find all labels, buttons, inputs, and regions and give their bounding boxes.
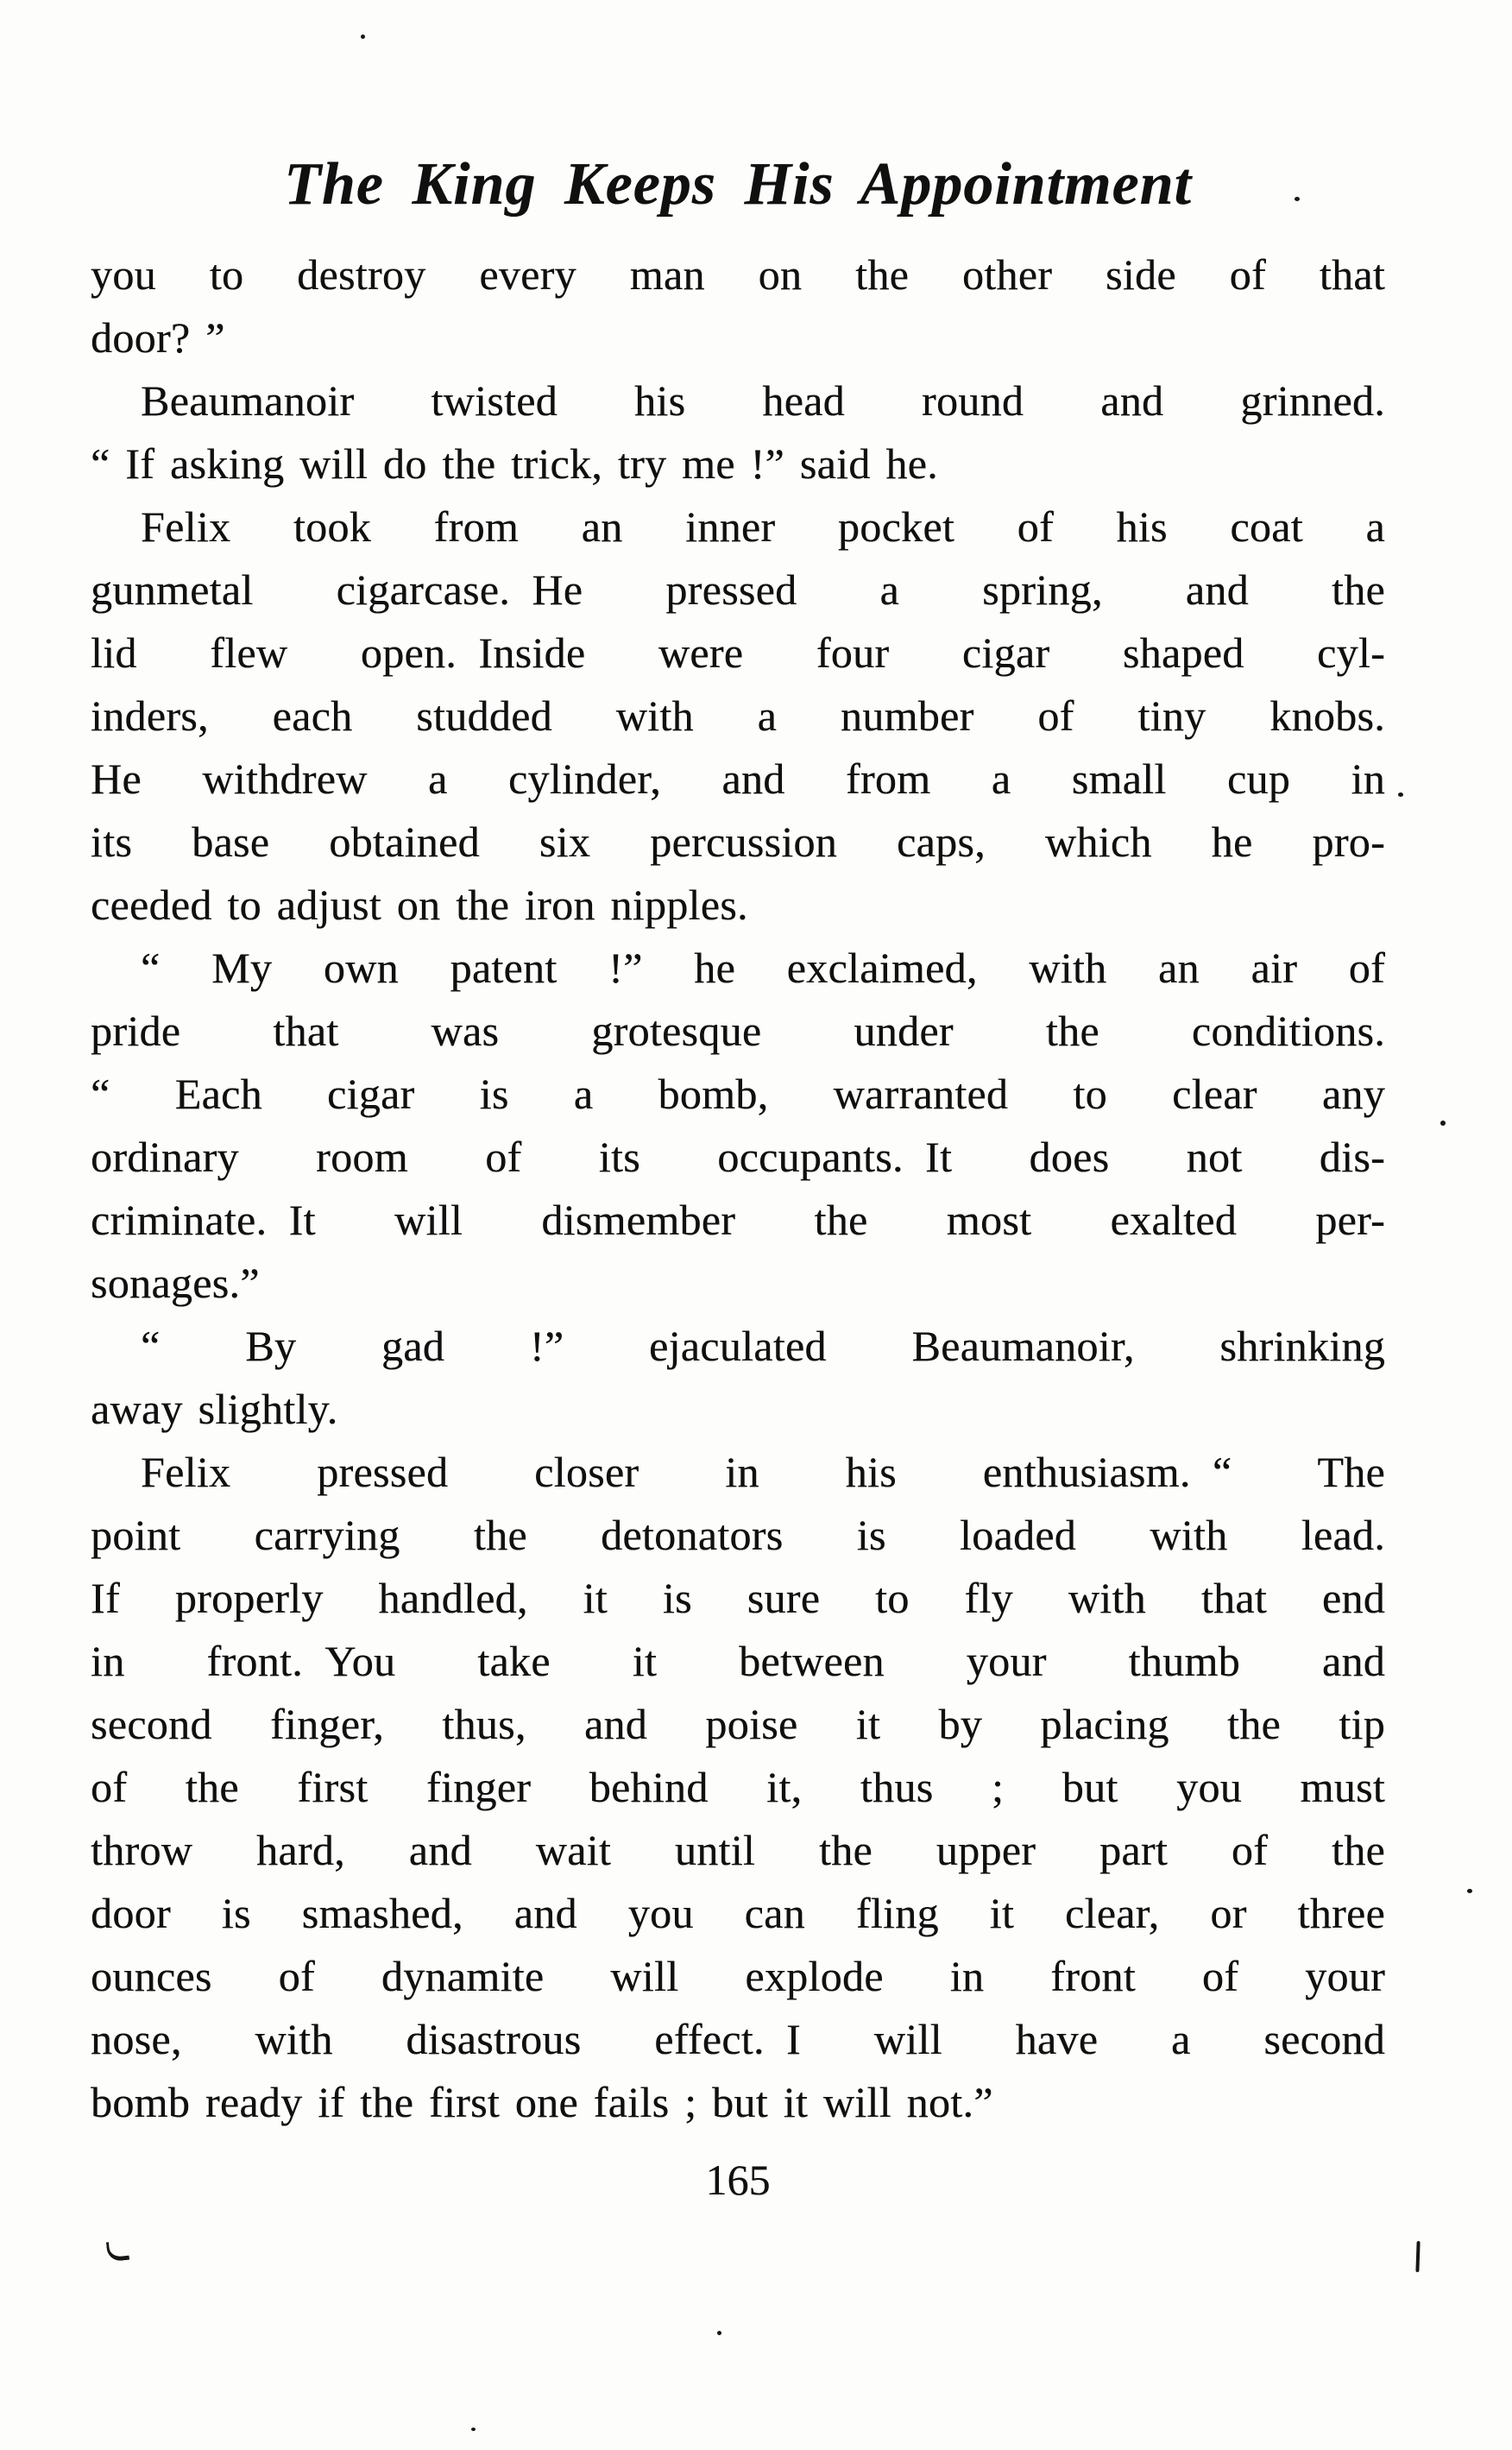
text-line: Beaumanoir twisted his head round and grinned. xyxy=(141,376,1385,425)
page-number: 165 xyxy=(705,2156,771,2204)
text-line: nose, with disastrous effect. I will have a second xyxy=(91,2015,1385,2063)
scan-speck xyxy=(1398,792,1403,797)
text-line: “ Each cigar is a bomb, warranted to clear any xyxy=(91,1070,1385,1118)
page-text-block xyxy=(91,243,1385,2134)
text-line: inders, each studded with a number of tiny knobs. xyxy=(91,691,1385,740)
text-line: gunmetal cigarcase. He pressed a spring, and the xyxy=(91,565,1385,614)
scan-speck xyxy=(717,2331,721,2335)
text-line: Felix pressed closer in his enthusiasm. “ The xyxy=(141,1448,1385,1496)
text-line: second finger, thus, and poise it by placing the tip xyxy=(91,1700,1385,1748)
text-line: Felix took from an inner pocket of his coat a xyxy=(141,502,1385,551)
text-line: criminate. It will dismember the most exalted per- xyxy=(91,1196,1385,1244)
running-header: The King Keeps His Appointment xyxy=(284,151,1192,218)
text-line: ordinary room of its occupants. It does not dis- xyxy=(91,1133,1385,1181)
text-line: ceeded to adjust on the iron nipples. xyxy=(91,881,748,929)
text-line: door is smashed, and you can fling it clear, or three xyxy=(91,1889,1385,1937)
text-line: pride that was grotesque under the conditions. xyxy=(91,1007,1385,1055)
text-line: you to destroy every man on the other side of that xyxy=(91,250,1385,299)
text-line: “ If asking will do the trick, try me !” said he. xyxy=(91,439,938,488)
scan-speck xyxy=(471,2428,476,2431)
scan-mark-tick xyxy=(1415,2241,1420,2272)
text-line: sonages.” xyxy=(91,1259,260,1307)
text-line: throw hard, and wait until the upper part of the xyxy=(91,1826,1385,1874)
text-line: “ By gad !” ejaculated Beaumanoir, shrinking xyxy=(141,1322,1385,1370)
text-line: He withdrew a cylinder, and from a small cup in xyxy=(91,755,1385,803)
scan-speck xyxy=(1440,1121,1446,1126)
text-line: its base obtained six percussion caps, which he pro- xyxy=(91,818,1385,866)
scan-mark-hook xyxy=(106,2240,129,2262)
scan-speck xyxy=(1467,1889,1472,1893)
text-line: “ My own patent !” he exclaimed, with an air of xyxy=(141,944,1385,992)
text-line: in front. You take it between your thumb and xyxy=(91,1637,1385,1685)
text-line: lid flew open. Inside were four cigar shaped cyl- xyxy=(91,628,1385,677)
text-line: bomb ready if the first one fails ; but it will not.” xyxy=(91,2078,993,2126)
text-line: door? ” xyxy=(91,313,225,362)
scan-speck xyxy=(1295,197,1300,201)
text-line: ounces of dynamite will explode in front of your xyxy=(91,1952,1385,2000)
scan-speck xyxy=(361,35,365,39)
text-line: If properly handled, it is sure to fly with that end xyxy=(91,1574,1385,1622)
text-line: away slightly. xyxy=(91,1385,338,1433)
text-line: of the first finger behind it, thus ; but you must xyxy=(91,1763,1385,1811)
text-line: point carrying the detonators is loaded with lead. xyxy=(91,1511,1385,1559)
